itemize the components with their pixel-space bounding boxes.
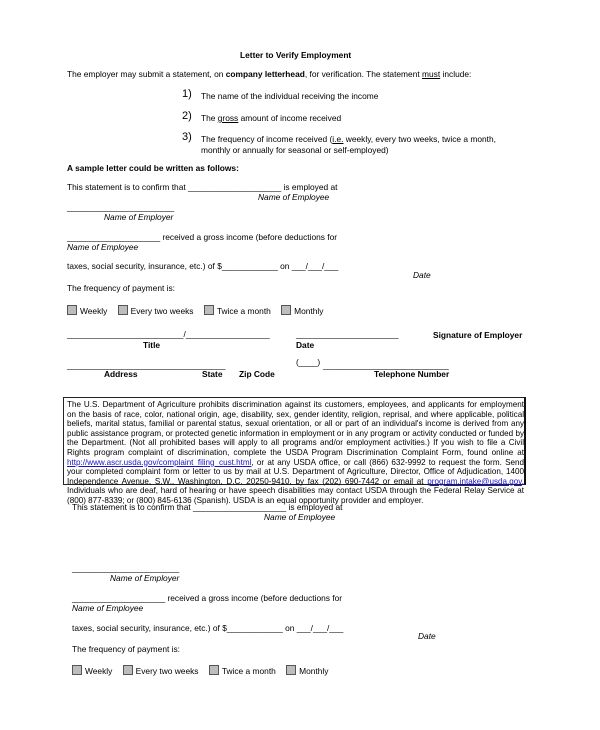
checkbox-icon[interactable] <box>204 305 214 315</box>
checkbox-icon[interactable] <box>67 305 77 315</box>
notice-part-2: , or at any USDA office, or call (866) 632-9992 to request the form. Send your completed complaint form or letter to us by mail at U.S. Department of Agriculture, Director, Office of Adjudication, 1400 Independence Avenue, S.W., Washington, D.C. 20250-9410, by fax (202) 690-7442 or email at <box>67 457 524 486</box>
complaint-form-link[interactable]: http://www.ascr.usda.gov/complaint_filing_cust.html <box>67 457 252 467</box>
req-2-post: amount of income received <box>238 113 342 123</box>
req-3-num: 3) <box>182 131 192 143</box>
req-3-pre: The frequency of income received ( <box>201 134 333 144</box>
intro-must: must <box>422 69 441 79</box>
l2-name-of-employer: Name of Employer <box>110 573 180 583</box>
program-intake-email-link[interactable]: program.intake@usda.gov <box>427 476 522 486</box>
req-2-num: 2) <box>182 110 192 122</box>
l1-phone-line: ___________________________ <box>323 360 449 370</box>
req-1-text: The name of the individual receiving the income <box>201 91 379 101</box>
l2-option-monthly[interactable] <box>286 666 328 676</box>
l1-option-monthly[interactable] <box>281 306 323 316</box>
l2-received: ____________________ received a gross income (before deductions for <box>72 593 343 603</box>
checkbox-icon[interactable] <box>286 665 296 675</box>
l2-employer-line: _______________________ <box>72 563 180 573</box>
l1-telephone-label: Telephone Number <box>374 369 450 379</box>
l1-option-twice-a-month[interactable] <box>204 306 271 316</box>
req-2-pre: The <box>201 113 218 123</box>
notice-part-1: The U.S. Department of Agriculture prohibits discrimination against its customers, employees, and applicants for employment on the basis of race, color, national origin, age, disability, sex, gender identity, religion, reprisal, and where applicable, political beliefs, marital status, familial or parental status, sexual orientation, or all or part of an individual's income is derived from any public assistance program, or protected genetic information in employment or in any program or activity conducted or funded by the Department. (Not all prohibited bases will apply to all programs and/or employment activities.) If you wish to file a Civil Rights program complaint of discrimination, complete the USDA Program Discrimination Complaint Form, found online at <box>67 400 524 457</box>
l1-title-line: _________________________/__________________ <box>67 329 270 339</box>
l1-frequency-options <box>67 305 331 316</box>
req-3-line2: monthly or annually for seasonal or self-employed) <box>201 145 389 155</box>
checkbox-icon[interactable] <box>72 665 82 675</box>
checkbox-icon[interactable] <box>281 305 291 315</box>
l1-employer-line: _______________________ <box>67 202 175 212</box>
l1-zip-label: Zip Code <box>239 369 275 379</box>
l1-address-label: Address <box>104 369 138 379</box>
l1-taxes: taxes, social security, insurance, etc.) of $____________ on ___/___/___ <box>67 261 339 271</box>
l2-name-of-employee: Name of Employee <box>264 512 336 522</box>
req-3-line1 <box>201 134 527 144</box>
l1-option-monthly-label: Monthly <box>294 306 324 316</box>
l1-name-of-employee-2: Name of Employee <box>67 242 139 252</box>
l2-date: Date <box>418 631 436 641</box>
intro-bold: company letterhead <box>225 69 305 79</box>
req-3-ie: i.e. <box>332 134 344 144</box>
l1-name-of-employer: Name of Employer <box>104 212 174 222</box>
l1-name-of-employee: Name of Employee <box>258 192 330 202</box>
l2-frequency-options <box>72 665 336 676</box>
req-1-num: 1) <box>182 88 192 100</box>
l2-option-twice-a-month[interactable] <box>209 666 276 676</box>
l1-address-line: __________________________________ <box>67 360 226 370</box>
l2-confirm: This statement is to confirm that ____________________ is employed at <box>72 502 343 512</box>
document-title: Letter to Verify Employment <box>240 50 352 60</box>
l1-phone-paren: (____) <box>296 357 321 367</box>
req-2-gross: gross <box>217 113 239 123</box>
l2-taxes: taxes, social security, insurance, etc.) of $____________ on ___/___/___ <box>72 623 344 633</box>
intro-post: include: <box>440 69 472 79</box>
l2-name-of-employee-2: Name of Employee <box>72 603 144 613</box>
intro-mid: , for verification. The statement <box>304 69 423 79</box>
req-2-text <box>201 113 341 123</box>
l1-option-every-two-weeks[interactable] <box>118 306 194 316</box>
l2-option-weekly-label: Weekly <box>85 666 113 676</box>
l2-option-every-two-weeks[interactable] <box>123 666 199 676</box>
intro-pre: The employer may submit a statement, on <box>67 69 226 79</box>
sample-heading: A sample letter could be written as follows: <box>67 163 239 173</box>
l1-state-label: State <box>202 369 223 379</box>
l2-option-weekly[interactable] <box>72 666 112 676</box>
checkbox-icon[interactable] <box>123 665 133 675</box>
l2-option-twice-a-month-label: Twice a month <box>221 666 276 676</box>
checkbox-icon[interactable] <box>118 305 128 315</box>
l1-option-every-two-weeks-label: Every two weeks <box>130 306 194 316</box>
l2-option-every-two-weeks-label: Every two weeks <box>135 666 199 676</box>
checkbox-icon[interactable] <box>209 665 219 675</box>
req-3-post: weekly, every two weeks, twice a month, <box>343 134 496 144</box>
l1-date: Date <box>413 270 431 280</box>
l1-date-label: Date <box>296 340 315 350</box>
l1-option-twice-a-month-label: Twice a month <box>216 306 271 316</box>
l1-received: ____________________ received a gross income (before deductions for <box>67 232 338 242</box>
l1-signature-of-employer: Signature of Employer <box>433 330 523 340</box>
l1-option-weekly[interactable] <box>67 306 107 316</box>
l1-confirm: This statement is to confirm that ____________________ is employed at <box>67 182 338 192</box>
intro-text <box>67 69 471 79</box>
l2-option-monthly-label: Monthly <box>299 666 329 676</box>
usda-nondiscrimination-notice <box>63 397 526 505</box>
l1-title-label: Title <box>143 340 161 350</box>
l1-frequency: The frequency of payment is: <box>67 283 175 293</box>
l1-signature-line: ______________________ <box>296 329 399 339</box>
l2-frequency: The frequency of payment is: <box>72 644 180 654</box>
l1-option-weekly-label: Weekly <box>80 306 108 316</box>
notice-part-3: . Individuals who are deaf, hard of hearing or have speech disabilities may contact USDA through the Federal Relay Service at (800) 877-8339; or (800) 845-6136 (Spanish). USDA is an equal opportunity provider and employer. <box>67 476 524 505</box>
